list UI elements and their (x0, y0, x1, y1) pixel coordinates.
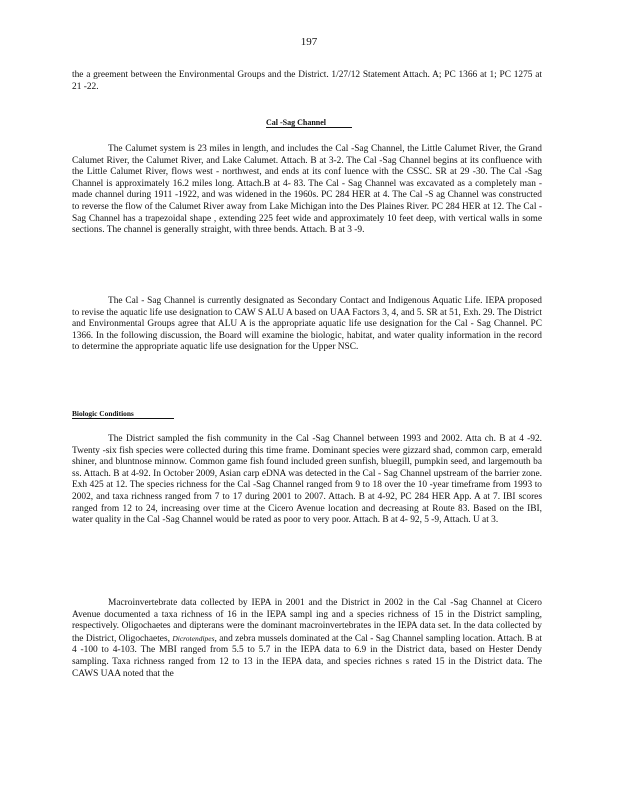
paragraph-fish-community: The District sampled the fish community in the Cal -Sag Channel between 1993 and 2002. Atta ch. B at 4 -92. Twenty -six fish species were collected during this time frame. Dominant species were gizzard shad, common carp, emerald shiner, and bluntnose minnow. Common game fish found included green sunfish, bluegill, pumpkin seed, and largemouth ba ss. Attach. B at 4-92. In October 2009, Asian carp eDNA was detected in the Cal - Sag Channel upstream of the barrier zone. Exh 425 at 12. The species richness for the Cal -Sag Channel ranged from 9 to 18 over the 10 -year timeframe from 1993 to 2002, and taxa richness ranged from 7 to 17 during 2001 to 2007. Attach. B at 4-92, PC 284 HER App. A at 7. IBI scores ranged from 12 to 24, increasing over time at the Cicero Avenue location and decreasing at Route 83. Based on the IBI, water quality in the Cal -Sag Channel would be rated as poor to very poor. Attach. B at 4- 92, 5 -9, Attach. U at 3. (72, 434, 542, 526)
intro-paragraph: the a greement between the Environmental Groups and the District. 1/27/12 Statement Attach. A; PC 1366 at 1; PC 1275 at 21 -22. (72, 70, 542, 92)
biologic-conditions-text: Biologic Conditions (72, 409, 174, 419)
paragraph-macroinvertebrates-part-1: Macroinvertebrate data collected by IEPA in 2001 and the District in 2002 in the Cal -Sag Channel at Cicero Avenue documented a taxa richness of 16 in the IEPA sampl ing and a species richness of 15 in the District sampling, respectively. Oligochaetes and dipterans were the dominant macroinvertebrates in the IEPA data set. In the data collected by the District, Oligochaetes, (72, 598, 542, 644)
paragraph-current-designation: The Cal - Sag Channel is currently designated as Secondary Contact and Indigenous Aquatic Life. IEPA proposed to revise the aquatic life use designation to CAW S ALU A based on UAA Factors 3, 4, and 5. SR at 51, Exh. 29. The District and Environmental Groups agree that ALU A is the appropriate aquatic life use designation for the Cal - Sag Channel. PC 1366. In the following discussion, the Board will examine the biologic, habitat, and water quality information in the record to determine the appropriate aquatic life use designation for the Upper NSC. (72, 296, 542, 353)
paragraph-calumet-system: The Calumet system is 23 miles in length, and includes the Cal -Sag Channel, the Little Calumet River, the Grand Calumet River, the Calumet River, and Lake Calumet. Attach. B at 3-2. The Cal -Sag Channel begins at its confluence with the Little Calumet River, flows west - northwest, and ends at its conf luence with the CSSC. SR at 29 -30. The Cal -Sag Channel is approximately 16.2 miles long. Attach.B at 4- 83. The Cal - Sag Channel was excavated as a completely man -made channel during 1911 -1922, and was widened in the 1960s. PC 284 HER at 4. The Cal -S ag Channel was constructed to reverse the flow of the Calumet River away from Lake Michigan into the Des Plaines River. PC 284 HER at 12. The Cal - Sag Channel has a trapezoidal shape , extending 225 feet wide and approximately 10 feet deep, with vertical walls in some sections. The channel is generally straight, with three bends. Attach. B at 3 -9. (72, 144, 542, 236)
page-number: 197 (300, 36, 318, 48)
section-heading-text: Cal -Sag Channel (266, 118, 352, 128)
genus-name: Dicrotendipes (172, 633, 215, 643)
paragraph-macroinvertebrates (72, 598, 542, 680)
paragraph-macroinvertebrates-part-2: , and zebra mussels dominated at the Cal - Sag Channel sampling location. Attach. B at 4 -100 to 4-103. The MBI ranged from 5.5 to 5.7 in the IEPA data to 6.9 in the District data, based on Hester Dendy sampling. Taxa richness ranged from 12 to 13 in the IEPA data, and species richnes s rated 15 in the District data. The CAWS UAA noted that the (72, 633, 542, 679)
section-heading (0, 118, 618, 128)
biologic-conditions-heading (72, 409, 174, 419)
